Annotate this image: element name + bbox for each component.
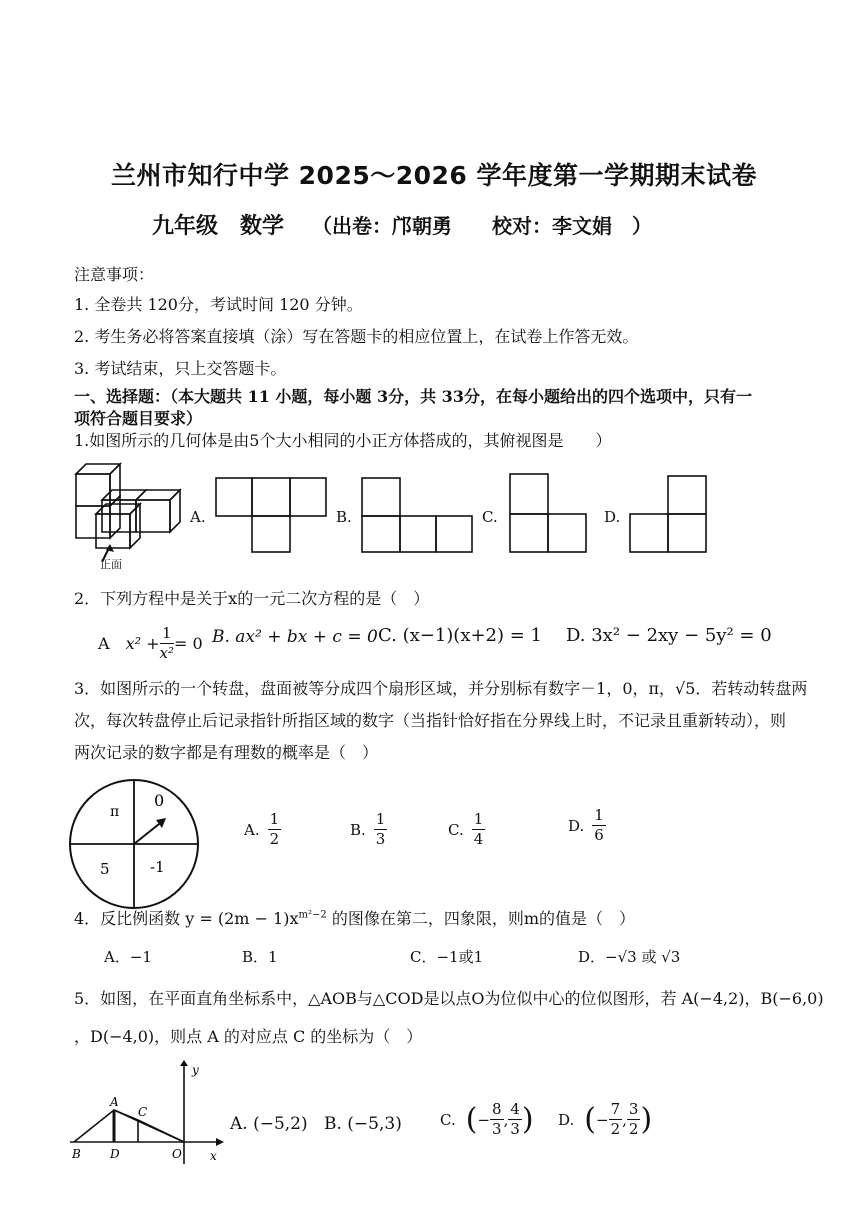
q3-option-a [244,812,281,847]
q5-d-comma: , [622,1110,627,1129]
q5-d-num2: 3 [628,1100,639,1118]
note-item-1: 1. 全卷共 120分，考试时间 120 分钟。 [74,295,363,314]
subject-label: 九年级 数学 [152,214,285,239]
q3-line3: 两次记录的数字都是有理数的概率是（ ） [74,743,379,762]
q5-c-comma: , [503,1110,509,1129]
q3-line2: 次，每次转盘停止后记录指针所指区域的数字（当指针恰好指在分界线上时，不记录且重新转动），则 [74,711,787,730]
q5-d-minus: − [595,1110,609,1129]
q1-option-a-figure [214,476,330,556]
q5-d-den2: 2 [628,1120,639,1138]
note-item-3: 3. 考试结束，只上交答题卡。 [74,359,287,378]
sector-minus-one: -1 [150,858,165,876]
q5-option-c [440,1102,534,1137]
q5-c-num1: 8 [492,1100,502,1118]
q2-stem: 2．下列方程中是关于x的一元二次方程的是（ ） [74,589,430,608]
note-item-2: 2. 考生务必将答案直接填（涂）写在答题卡的相应位置上，在试卷上作答无效。 [74,327,639,346]
label-x: x [210,1149,217,1163]
q3-c-num: 1 [473,810,484,828]
q1-solid-figure [68,460,188,572]
q3-spinner [66,776,206,916]
q4-option-b: B．1 [242,948,278,966]
q3-option-a-label: A. [244,820,260,839]
label-d: D [110,1147,120,1161]
q5-d-num1: 7 [610,1100,621,1118]
q3-d-num: 1 [594,806,604,824]
q3-option-d-fraction [592,808,606,843]
q5-d-frac-2 [627,1102,641,1137]
label-a: A [110,1095,119,1109]
q3-a-num: 1 [269,810,280,828]
q1-option-a-label: A. [190,508,206,526]
q3-option-c [448,812,485,847]
q5-d-den1: 2 [610,1120,621,1138]
label-c: C [138,1105,148,1119]
q1-stem: 1.如图所示的几何体是由5个大小相同的小正方体搭成的，其俯视图是 ） [74,431,612,450]
q3-option-c-label: C. [448,820,464,839]
credit-line: （出卷：邝朝勇 校对：李文娟 ） [312,214,653,238]
q3-option-b-label: B. [350,820,366,839]
q2-a-frac-den: x² [159,644,174,662]
label-b: B [72,1147,81,1161]
q5-c-close-paren: ) [521,1102,534,1137]
q5-d-frac-1 [609,1102,623,1137]
q3-option-d-label: D. [568,816,585,835]
q1-option-d-figure [628,474,712,556]
q3-option-c-fraction [472,812,486,847]
q4-stem [74,906,635,929]
q5-line2: ，D(−4,0)，则点 A 的对应点 C 的坐标为（ ） [74,1027,423,1046]
front-label: 正面 [100,558,122,571]
q2-option-a [98,626,203,661]
q2-option-b: B. ax² + bx + c = 0 [212,627,378,647]
q5-line1: 5．如图，在平面直角坐标系中，△AOB与△COD是以点O为位似中心的位似图形，若 A(−4,2)，B(−6,0) [74,989,824,1008]
q5-c-frac-1 [490,1102,504,1137]
q4-option-c: C．−1或1 [410,948,484,966]
q5-coordinate-figure [66,1060,226,1168]
notes-heading: 注意事项： [74,265,155,284]
q4-stem-pre: 4．反比例函数 y = (2m − 1)x [74,909,299,928]
q1-option-b-label: B. [336,508,352,526]
section1-title-line1: 一、选择题：（本大题共 11 小题，每小题 3分，共 33分，在每小题给出的四个选项中，只有一 [74,387,752,406]
q5-option-d-label: D. [558,1110,575,1129]
q3-option-d [568,808,606,843]
q1-option-c-figure [508,472,592,556]
q5-c-den2: 3 [510,1120,520,1138]
q1-option-b-figure [360,476,476,556]
q3-option-b [350,812,387,847]
q1-option-d-label: D. [604,508,621,526]
q3-b-num: 1 [375,810,386,828]
q5-c-minus: − [477,1110,491,1129]
label-y: y [192,1063,199,1077]
q3-d-den: 6 [594,826,604,844]
q5-option-a: A. (−5,2) [230,1114,308,1134]
q5-d-open-paren: ( [584,1102,596,1137]
q5-option-d [558,1102,652,1137]
q5-d-close-paren: ) [640,1102,653,1137]
q2-option-a-tail: = 0 [173,634,203,653]
sector-pi: π [110,804,120,820]
q3-line1: 3．如图所示的一个转盘，盘面被等分成四个扇形区域，并分别标有数字－1，0，π，√5．若转动转盘两 [74,679,808,698]
exam-title: 兰州市知行中学 2025～2026 学年度第一学期期末试卷 [110,161,758,190]
q3-option-b-fraction [374,812,388,847]
q4-option-a: A．−1 [104,948,152,966]
q3-a-den: 2 [269,830,280,848]
q4-stem-post: 的图像在第二，四象限，则m的值是（ ） [326,909,636,928]
q2-option-a-expr: x² + [125,634,160,653]
section1-title-line2: 项符合题目要求） [74,409,203,428]
sector-zero: 0 [154,791,165,810]
q5-c-num2: 4 [510,1100,520,1118]
q2-a-frac-num: 1 [161,624,172,642]
q5-option-b: B. (−5,3) [324,1114,402,1134]
q5-c-frac-2 [508,1102,522,1137]
q2-option-d: D. 3x² − 2xy − 5y² = 0 [566,625,772,646]
q5-c-open-paren: ( [465,1102,478,1137]
sector-five: 5 [100,860,110,878]
exam-subtitle [152,209,652,240]
q5-option-c-label: C. [440,1110,456,1129]
q2-option-a-label: A [98,634,110,653]
q4-exponent: m²−2 [298,909,327,921]
q1-option-c-label: C. [482,508,498,526]
q2-option-a-fraction [160,626,174,661]
q3-b-den: 3 [375,830,386,848]
q2-option-c: C. (x−1)(x+2) = 1 [378,625,543,646]
q3-option-a-fraction [268,812,282,847]
q5-c-den1: 3 [492,1120,502,1138]
label-o: O [172,1147,182,1161]
q4-option-d: D．−√3 或 √3 [578,948,681,966]
q3-c-den: 4 [473,830,484,848]
